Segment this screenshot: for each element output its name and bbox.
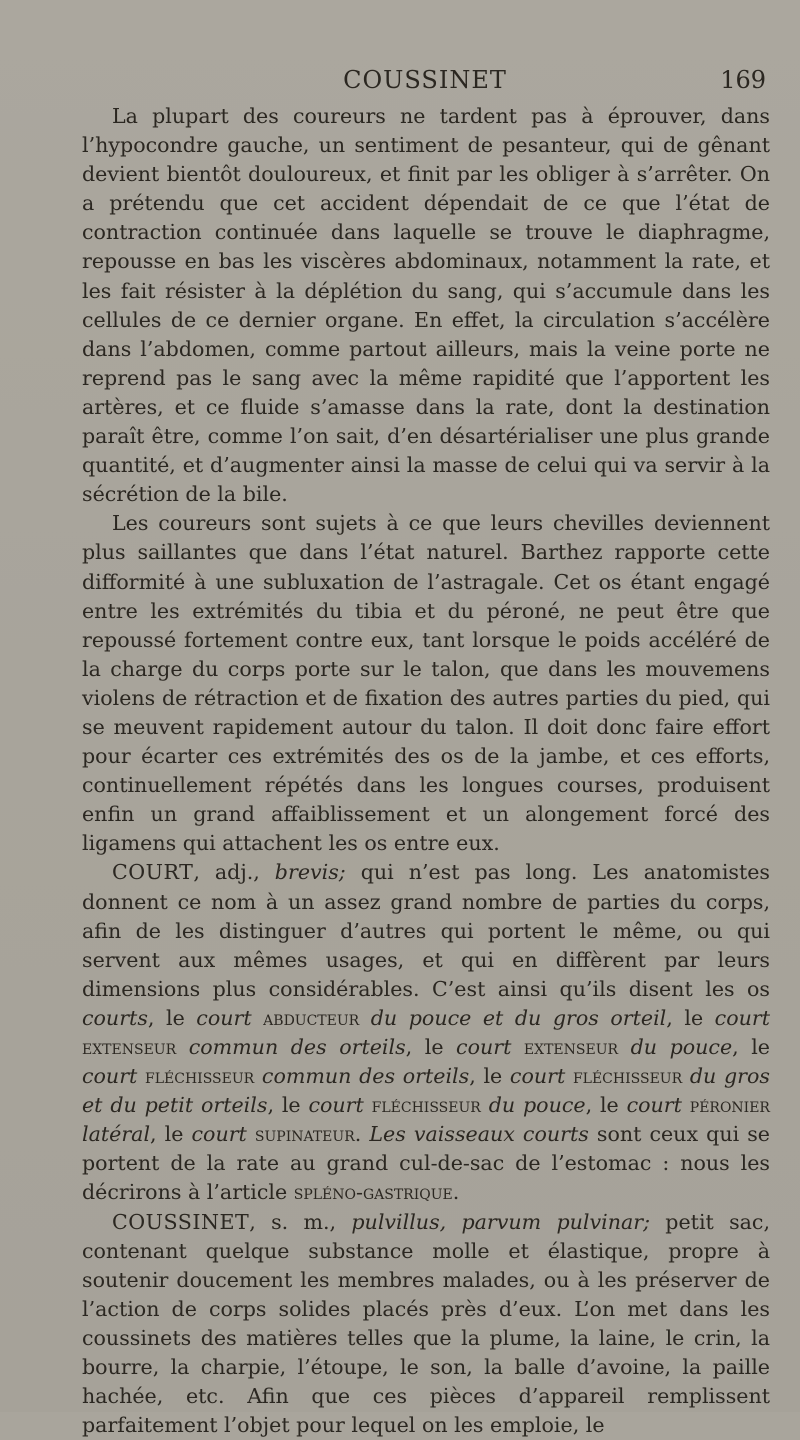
small-caps-term: fléchisseur (137, 1064, 262, 1089)
definition-lead: , adj., (193, 860, 275, 885)
cross-reference: spléno-gastrique (293, 1180, 453, 1205)
italic-term: commun des orteils (261, 1064, 470, 1089)
headword-court: COURT (112, 860, 194, 885)
entry-text: , le (147, 1005, 197, 1030)
italic-term: du pouce et du gros orteil (370, 1005, 667, 1030)
entry-text: , le (469, 1064, 510, 1089)
small-caps-term: extenseur (82, 1035, 189, 1059)
entry-text: qui n’est pas long. Les anatomistes donnent ce nom à un assez grand nombre de parties du corps, afin de les distinguer d’autres qui portent le même, ou qui servent aux mêmes usages, et qui en diffèrent par leurs dimensions plus considérables. C’est ainsi qu’ils disent les os (82, 860, 771, 1001)
small-caps-term: péronier (681, 1093, 770, 1118)
entry-court (82, 858, 770, 1207)
small-caps-term: fléchisseur (363, 1093, 489, 1118)
paragraph-rate-coureurs: La plupart des coureurs ne tardent pas à éprouver, dans l’hypocondre gauche, un sentiment de pesanteur, qui de gênant devient bientôt douloureux, et finit par les obliger à s’arrêter. On a prétendu que cet accident dépendait de ce que l’état de contraction continuée dans laquelle se trouve le diaphragme, repousse en bas les viscères abdominaux, notamment la rate, et les fait résister à la déplétion du sang, qui s’accumule dans les cellules de ce dernier organe. En effet, la circulation s’accélère dans l’abdomen, comme partout ailleurs, mais la veine porte ne reprend pas le sang avec la même rapidité que l’apportent les artères, et ce fluide s’amasse dans la rate, dont la destination paraît être, comme l’on sait, d’en désartérialiser une plus grande quantité, et d’augmenter ainsi la masse de celui qui va servir à la sécrétion de la bile. (82, 104, 770, 507)
page-header (80, 66, 770, 106)
italic-term: latéral (82, 1122, 151, 1147)
italic-term: courts (82, 1005, 148, 1030)
small-caps-term: abducteur (251, 1005, 371, 1030)
italic-term: court (626, 1093, 682, 1118)
italic-term: du pouce (630, 1035, 733, 1059)
definition-lead: , s. m., (249, 1209, 352, 1234)
entry-text: petit sac, contenant quelque substance molle et élastique, propre à soutenir doucement les membres malades, ou à les préserver de l’action de corps solides placés près d’eux. L’on met dans les coussinets des matières telles que la plume, la laine, le crin, la bourre, la charpie, l’étoupe, le son, la balle d’avoine, la paille hachée, etc. Afin que ces pièces d’appareil remplissent parfaitement l’objet pour lequel on les emploie, le (82, 1209, 770, 1438)
small-caps-term: supinateur (246, 1122, 355, 1147)
paragraph-chevilles: Les coureurs sont sujets à ce que leurs chevilles deviennent plus saillantes que dans l’état naturel. Barthez rapporte cette difformité à une subluxation de l’astragale. Cet os étant engagé entre les extrémités du tibia et du péroné, ne peut être que repoussé fortement contre eux, tant lorsque le poids accéléré de la charge du corps porte sur le talon, que dans les mouvemens violens de rétraction et de fixation des autres parties du pied, qui se meuvent rapidement autour du talon. Il doit donc faire effort pour écarter ces extrémités des os de la jambe, et ces efforts, continuellement répétés dans les longues courses, produisent enfin un grand affaiblissement et un alongement forcé des ligamens qui attachent les os entre eux. (82, 511, 770, 856)
entry-text: , le (585, 1093, 627, 1118)
italic-term: court (456, 1035, 512, 1059)
italic-term: commun des orteils (188, 1035, 406, 1059)
italic-term: court (82, 1064, 138, 1089)
body-text (82, 102, 770, 1440)
entry-text: , le (732, 1035, 770, 1059)
entry-text: sont ceux qui se portent de la rate au grand cul-de-sac de l’estomac : nous les décrirons à l’article (82, 1122, 770, 1205)
entry-text: , le (405, 1035, 457, 1059)
italic-term: court (191, 1122, 247, 1147)
italic-term: court (509, 1064, 566, 1089)
entry-text: , le (666, 1005, 715, 1030)
small-caps-term: extenseur (511, 1035, 631, 1059)
latin-term: brevis; (274, 860, 346, 885)
italic-term: du gros et du petit orteils (82, 1064, 770, 1118)
entry-text: . (452, 1180, 460, 1205)
entry-coussinet (82, 1208, 770, 1440)
italic-term: court (196, 1005, 252, 1030)
page-number: 169 (720, 66, 766, 94)
latin-term: pulvillus, parvum pulvinar; (351, 1209, 651, 1234)
entry-text: , le (150, 1122, 192, 1147)
entry-text: . (354, 1122, 370, 1147)
italic-term: du pouce (488, 1093, 586, 1118)
italic-term: court (714, 1005, 770, 1030)
italic-term: court (308, 1093, 364, 1118)
italic-term: Les vaisseaux courts (369, 1122, 589, 1147)
headword-coussinet: COUSSINET (112, 1209, 250, 1234)
small-caps-term: fléchisseur (565, 1064, 690, 1089)
entry-text: , le (267, 1093, 309, 1118)
running-head: COUSSINET (343, 66, 507, 94)
